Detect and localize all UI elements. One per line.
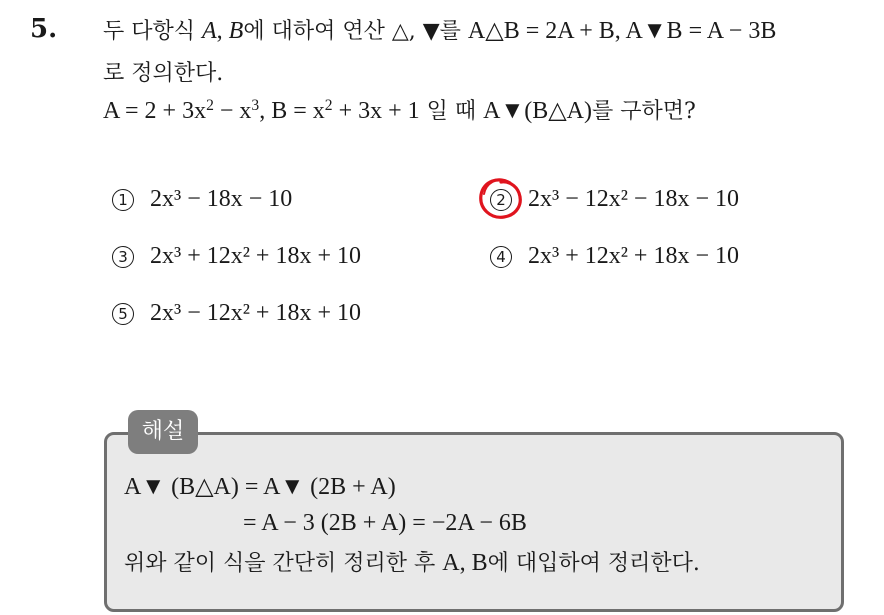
solution-line-2: = A − 3 (2B + A) = −2A − 6B (243, 510, 527, 536)
solution-text: 에 대입하여 정리한다. (487, 551, 700, 576)
operation-definition-1: A△B = 2A + B, (467, 18, 621, 44)
target-expression: A▼(B△A) (483, 98, 592, 124)
question-number: 5. (30, 14, 58, 44)
solution-line-3 (124, 546, 700, 577)
choice-expression: 2x³ + 12x² + 18x − 10 (528, 243, 739, 269)
choice-3[interactable] (112, 243, 361, 270)
choice-expression: 2x³ − 12x² + 18x + 10 (150, 300, 361, 326)
solution-tag: 해설 (128, 410, 198, 454)
choice-expression: 2x³ + 12x² + 18x + 10 (150, 243, 361, 269)
choice-4[interactable] (490, 243, 739, 270)
question-text: 에 대하여 연산 △, ▼를 (243, 19, 468, 44)
math-var-b: B (228, 18, 244, 44)
choice-number: 1 (112, 189, 134, 211)
choice-expression: 2x³ − 18x − 10 (150, 186, 293, 212)
choice-5[interactable] (112, 300, 361, 327)
solution-text: 위와 같이 식을 간단히 정리한 후 (124, 551, 443, 576)
choice-2[interactable] (490, 186, 739, 213)
math-var-a: A (202, 18, 217, 44)
choice-number: 3 (112, 246, 134, 268)
math-vars: A, B (442, 550, 488, 576)
question-line-2: 로 정의한다. (103, 61, 224, 86)
question-line-3: $A = 2 + 3x^2 - x^3$, $B = x^2 + 3x + 1$ 일 때 A▼(B△A)를 구하면? (103, 97, 696, 124)
choice-number-text: 2 (496, 190, 506, 209)
operation-definition-2: A▼B = A − 3B (620, 18, 777, 44)
question-text: 두 다항식 (103, 19, 202, 44)
question-ask: 를 구하면? (592, 99, 696, 124)
expression-b-tail: + 3x + 1 (332, 98, 420, 124)
choice-1[interactable] (112, 186, 292, 213)
question-text: 일 때 (419, 99, 484, 124)
expression-a: A = 2 + 3x (103, 98, 207, 124)
choice-number: 4 (490, 246, 512, 268)
choice-expression: 2x³ − 12x² − 18x − 10 (528, 186, 739, 212)
solution-line-1: A▼ (B△A) = A▼ (2B + A) (124, 474, 396, 500)
question-line-1: 두 다항식 A, B에 대하여 연산 △, ▼를 A△B = 2A + B, A▼B = A − 3B (103, 18, 777, 44)
choice-number (490, 189, 512, 211)
choice-number: 5 (112, 303, 134, 325)
expression-b: B = x (271, 98, 325, 124)
